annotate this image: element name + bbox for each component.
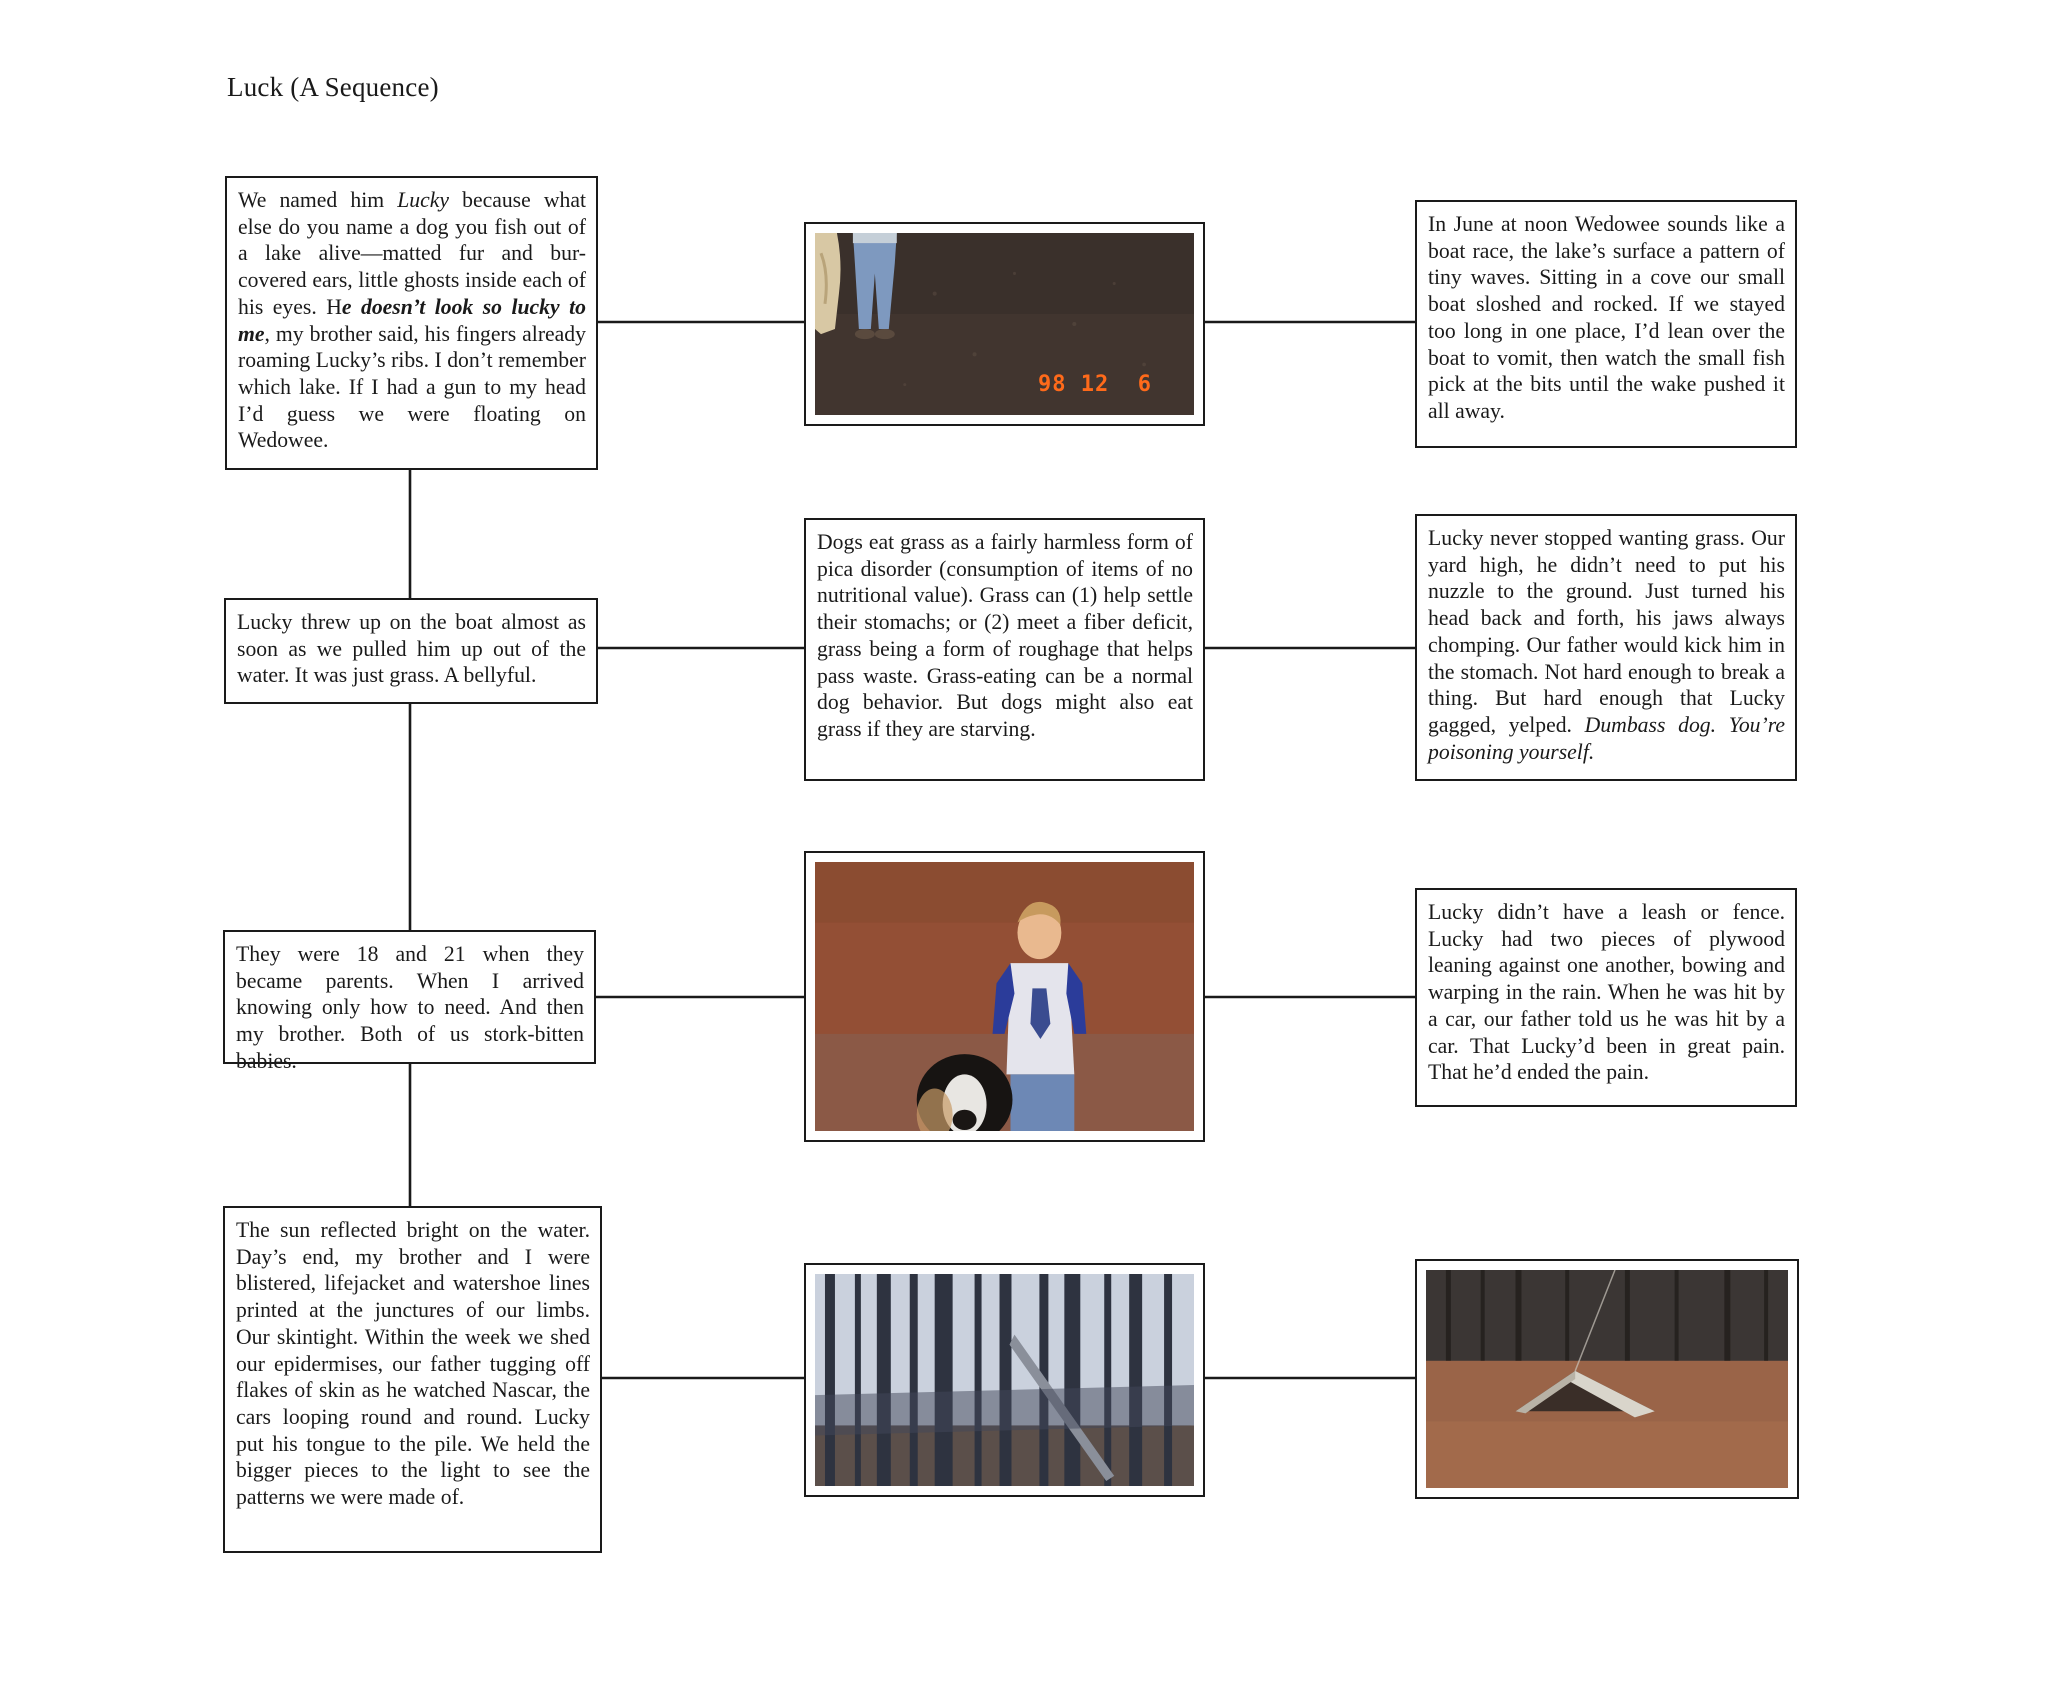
text-box-dogs-eat-grass	[804, 518, 1205, 781]
emphasis-text: Lucky	[397, 188, 450, 212]
text-box-june-at-noon	[1415, 200, 1797, 448]
text: In June at noon Wedowee sounds like a boat race, the lake’s surface a pattern of tiny waves. Sitting in a cove our small boat sloshed and rocked. If we stayed too long in one place, I’d lean over the boat to vomit, then watch the small fish pick at the bits until the wake pushed it all away.	[1428, 212, 1785, 423]
text-box-never-stopped	[1415, 514, 1797, 781]
text-box-threw-up	[224, 598, 598, 704]
text: Lucky didn’t have a leash or fence. Lucky had two pieces of plywood leaning against one another, bowing and warping in the rain. When he was hit by a car, our father told us he was hit by a car. That Lucky’d been in great pain. That he’d ended the pain.	[1428, 900, 1785, 1085]
page-title: Luck (A Sequence)	[227, 72, 439, 102]
text: because what else do you name a dog you fish out of a lake alive—matted fur and bur-covered ears, little ghosts inside each of his eyes. H	[238, 188, 587, 319]
text-box-sun-reflected	[223, 1206, 602, 1553]
text-box-no-leash	[1415, 888, 1797, 1107]
text: , my brother said, his fingers already roaming Lucky’s ribs. I don’t remember which lake. If I had a gun to my head I’d guess we were floating on Wedowee.	[238, 321, 586, 453]
photo-scene	[1426, 1270, 1788, 1488]
text-box-lucky-naming	[225, 176, 598, 470]
emphasis-text: Dumbass dog. You’re poisoning yourself.	[1428, 712, 1785, 764]
text: We named him	[238, 188, 398, 212]
text: Dogs eat grass as a fairly harmless form of pica disorder (consumption of items of no nutritional value). Grass can (1) help settle their stomachs; or (2) meet a fiber deficit, grass being a form of roughage that helps pass waste. Grass-eating can be a normal dog behavior. But dogs might also eat grass if they are starving.	[817, 530, 1193, 741]
text: Lucky threw up on the boat almost as soon as we pulled him up out of the water. It was just grass. A bellyful.	[237, 610, 586, 688]
text: The sun reflected bright on the water. Day’s end, my brother and I were blistered, lifejacket and watershoe lines printed at the junctures of our limbs. Our skintight. Within the week we shed our epidermises, our father tugging off flakes of skin as he watched Nascar, the cars looping round and round. Lucky put his tongue to the pile. We held the bigger pieces to the light to see the patterns we were made of.	[236, 1218, 590, 1510]
date-stamp: 98 12 6	[1038, 372, 1152, 397]
photo-scene	[815, 862, 1194, 1131]
photo-dog-and-child-legs	[804, 222, 1205, 426]
photo-scene	[815, 1274, 1194, 1486]
text: Lucky never stopped wanting grass. Our yard high, he didn’t need to put his nuzzle to the ground. Just turned his head back and forth, his jaws always chomping. Our father would kick him in the stomach. Not hard enough to break a thing. But hard enough that Lucky gagged, yelped.	[1428, 526, 1785, 737]
text-box-parents	[223, 930, 596, 1073]
emphasis-text: e doesn’t look so lucky to me	[238, 294, 586, 346]
text: They were 18 and 21 when they became parents. When I arrived knowing only how to need. And then my brother. Both of us stork-bitten babies.	[236, 942, 584, 1073]
photo-forest-trees	[804, 1263, 1205, 1497]
photo-smiling-child-with-dog	[804, 851, 1205, 1142]
photo-plywood-shelter	[1415, 1259, 1799, 1499]
